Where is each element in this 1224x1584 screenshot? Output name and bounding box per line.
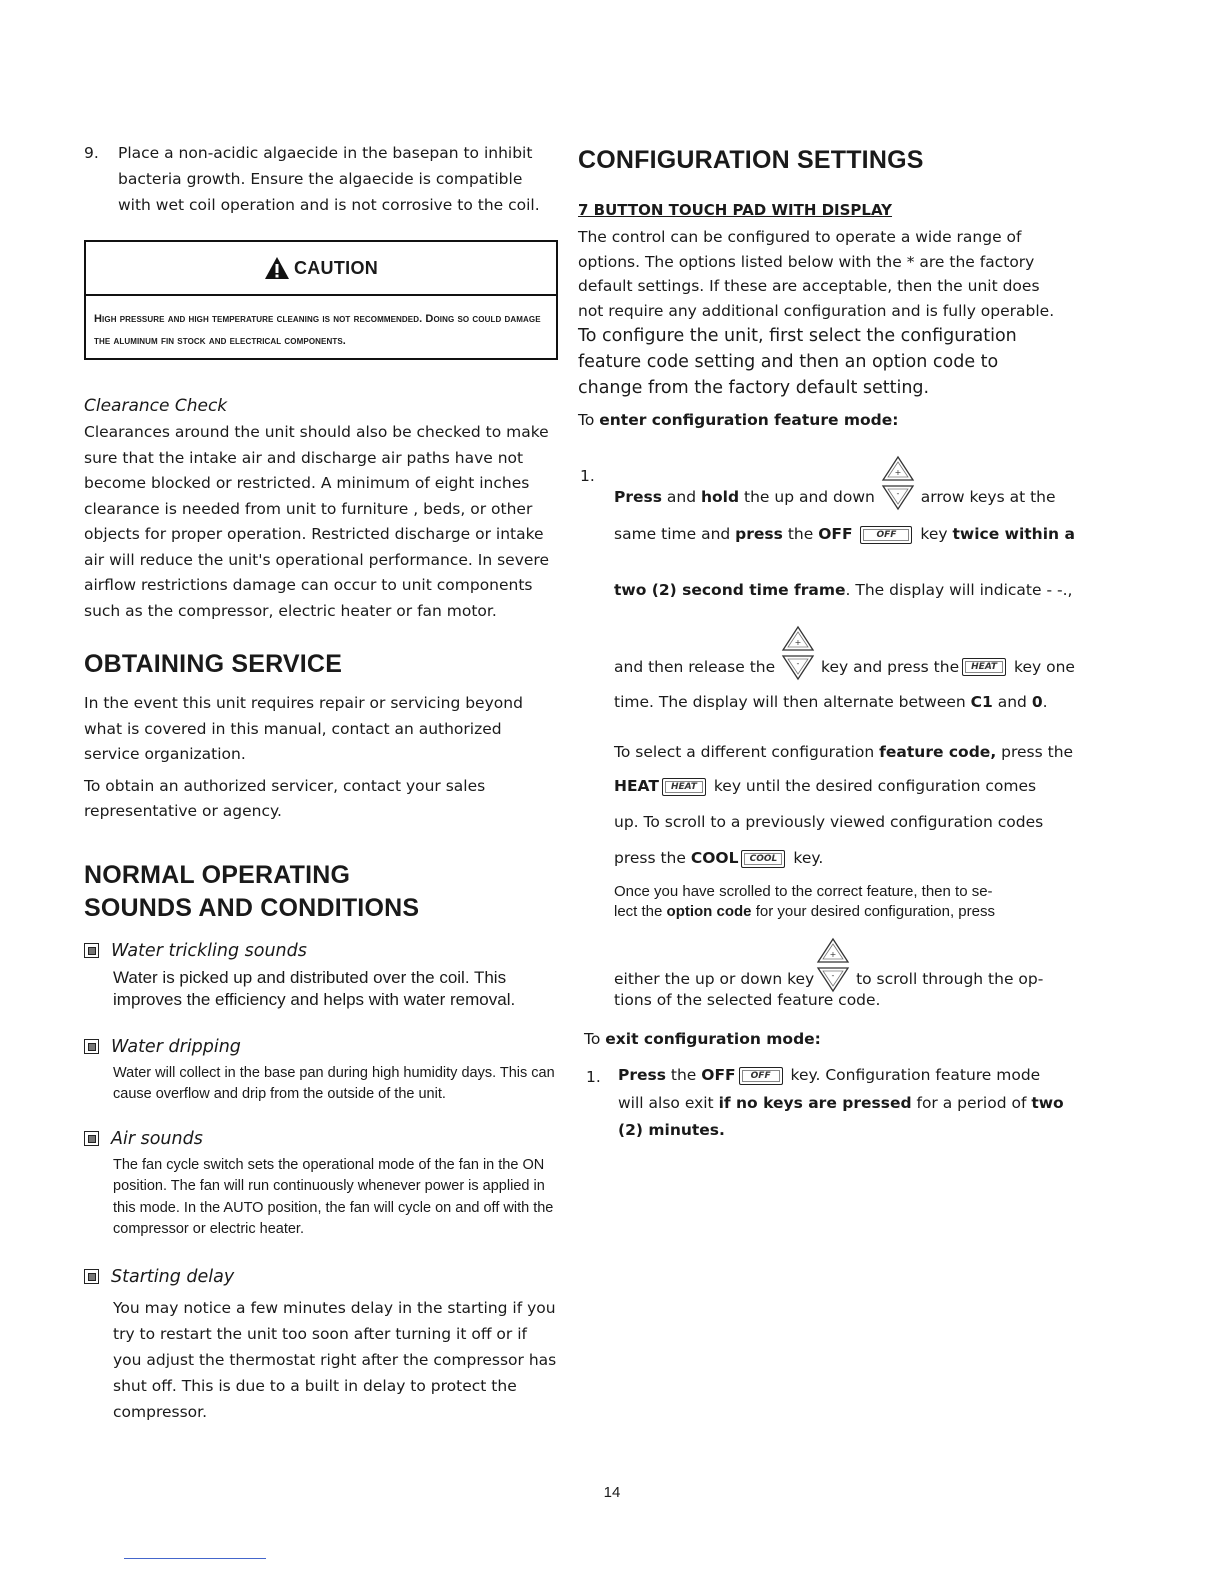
text-time-frame: two (2) second time frame [614,581,846,599]
sound-title: Water dripping [111,1036,241,1057]
step-line-13: tions of the selected feature code. [614,991,881,1009]
text-the: the [665,1066,702,1084]
sound-item-water-trickling [84,937,560,1011]
text-press-the: press the [996,743,1074,761]
text-key-one: key one [1009,657,1075,676]
text-alternate: time. The display will then alternate between [614,693,971,711]
text-two-minutes: (2) minutes. [618,1121,725,1139]
enter-head-prefix: To [578,411,600,429]
step-number: 1. [586,1068,601,1086]
text-two: two [1031,1094,1064,1112]
clearance-title: Clearance Check [84,396,228,416]
exit-line-3 [618,1121,725,1139]
sound-title: Water trickling sounds [111,940,307,961]
step-line-12 [614,923,1044,988]
step-line-9 [614,849,823,868]
checkbox-bullet-icon [84,1269,99,1284]
checkbox-bullet-icon [84,943,99,958]
text-hold: hold [700,487,740,506]
footer-rule [124,1558,266,1559]
enter-mode-heading [578,411,1058,429]
step-line-4 [614,609,1075,676]
sound-title: Air sounds [111,1128,203,1149]
text-key: key [915,525,953,543]
text-the: the [782,525,819,543]
text-feature-code: feature code, [879,743,997,761]
exit-mode-heading [584,1030,821,1048]
text-and: and [992,693,1032,711]
step-line-5 [614,693,1048,711]
exit-line-1 [618,1066,1040,1085]
caution-title: CAUTION [293,257,379,278]
text-off: OFF [701,1066,736,1084]
text-and: and [661,487,701,506]
svg-text:-: - [796,659,800,668]
svg-text:+: + [829,950,837,959]
step-line-3 [614,581,1072,599]
text-will-exit: will also exit [618,1094,719,1112]
exit-steps [578,1066,1064,1156]
sound-text: The fan cycle switch sets the operational mode of the fan in the ON position. The fan will run continuously whenever power is applied in this mode. In the AUTO position, the fan will cycle on and off with the compressor or electric heater. [113,1156,554,1237]
normal-sounds-heading [84,859,560,925]
text-config-mode: key. Configuration feature mode [785,1066,1041,1084]
sound-item-water-dripping [84,1033,560,1105]
heat-key-icon: HEAT [662,778,706,796]
up-down-arrow-icon [815,935,851,995]
text-c1: C1 [970,693,993,711]
off-key-icon: OFF [739,1067,783,1085]
caution-text: High pressure and high temperature cleaning is not recommended. Doing so could damage the aluminum fin stock and electrical components. [94,313,541,347]
config-intro-small: The control can be configured to operate a wide range of options. The options listed below with the * are the factory default settings. If these are acceptable, then the unit does not require any additional configuration and is fully operable. [578,228,1055,320]
config-subheading: 7 BUTTON TOUCH PAD WITH DISPLAY [578,201,893,219]
text-press: Press [614,487,662,506]
sound-text: You may notice a few minutes delay in the starting if you try to restart the unit too soon after turning it off or if you adjust the thermostat right after the compressor has shut off. This is due to a built in delay to protect the compressor. [113,1298,557,1421]
sound-item-air-sounds [84,1125,560,1241]
text-updown: the up and down [739,487,875,506]
step-line-10: Once you have scrolled to the correct feature, then to se- [614,883,993,900]
text-either-key: either the up or down key [614,969,815,988]
right-column [578,140,1075,1139]
service-paragraph-2: To obtain an authorized servicer, contact your sales representative or agency. [84,776,486,820]
exit-head-prefix: To [584,1030,606,1048]
step-line-1 [614,429,1056,506]
text-cool: COOL [690,849,739,867]
text-zero: 0 [1031,693,1043,711]
svg-text:+: + [894,468,902,477]
page-number: 14 [603,1484,621,1501]
text-press: press [735,525,783,543]
text-desired-config: for your desired configuration, press [751,903,995,920]
svg-text:-: - [831,971,835,980]
text-period: . [1042,693,1048,711]
caution-header [86,242,556,296]
text-lect-the: lect the [614,903,667,920]
caution-box [84,240,558,360]
sound-title: Starting delay [111,1266,235,1287]
text-display-indicate: . The display will indicate - -., [845,581,1073,599]
text-sametime: same time and [614,525,736,543]
text-arrow-keys: arrow keys at the [915,487,1056,506]
sound-text: Water will collect in the base pan during high humidity days. This can cause overflow and drip from the outside of the unit. [113,1064,555,1102]
text-until-desired: key until the desired configuration comes [708,777,1037,795]
sound-item-starting-delay [84,1263,560,1425]
step-number: 1. [580,467,595,485]
normal-heading-line-1: NORMAL OPERATING [84,860,351,889]
step-9-text: Place a non-acidic algaecide in the basepan to inhibit bacteria growth. Ensure the algaecide is compatible with wet coil operation and is not corrosive to the coil. [118,144,540,214]
text-off: OFF [818,525,853,543]
up-down-arrow-icon [780,623,816,683]
checkbox-bullet-icon [84,1039,99,1054]
clearance-text: Clearances around the unit should also be checked to make sure that the intake air and discharge air paths have not become blocked or restricted. A minimum of eight inches clearance is needed from unit to furniture , beds, or other objects for proper operation. Restricted discharge or intake air will reduce the unit's operational performance. In severe airflow restrictions damage can occur to unit components such as the compressor, electric heater or fan motor. [84,423,549,620]
enter-head-bold: enter configuration feature mode: [599,411,899,429]
cool-key-icon: COOL [741,850,785,868]
warning-icon [264,256,290,280]
service-heading: OBTAINING SERVICE [84,650,343,678]
text-heat: HEAT [614,777,659,795]
heat-key-icon: HEAT [962,658,1006,676]
step-number: 9. [84,144,99,162]
text-release: and then release the [614,657,776,676]
step-line-7 [614,777,1036,796]
step-line-11 [614,903,995,920]
step-9 [84,140,560,218]
config-heading: CONFIGURATION SETTINGS [578,146,924,174]
up-down-arrow-icon [880,453,916,513]
normal-heading-line-2: SOUNDS AND CONDITIONS [84,893,420,922]
enter-steps [578,429,1075,1049]
step-line-6 [614,743,1073,761]
step-line-2 [614,525,1075,544]
text-key: key. [788,849,824,867]
exit-head-bold: exit configuration mode: [605,1030,821,1048]
text-press: Press [618,1066,666,1084]
text-no-keys: if no keys are pressed [718,1094,912,1112]
off-key-icon: OFF [860,526,912,544]
text-press-the: press the [614,849,691,867]
text-option-code: option code [666,903,752,920]
svg-text:+: + [794,638,802,647]
text-period-of: for a period of [911,1094,1032,1112]
text-press-the: key and press the [816,657,960,676]
sound-text: Water is picked up and distributed over the coil. This improves the efficiency and helps with water removal. [113,967,516,1009]
svg-text:-: - [896,489,900,498]
text-scroll-through: to scroll through the op- [851,969,1044,988]
step-line-8: up. To scroll to a previously viewed configuration codes [614,813,1044,831]
service-paragraph-1: In the event this unit requires repair or servicing beyond what is covered in this manual, contact an authorized service organization. [84,694,523,763]
exit-line-2 [618,1094,1064,1112]
config-intro-large: To configure the unit, first select the configuration feature code setting and then an option code to change from the factory default setting. [578,326,1017,398]
checkbox-bullet-icon [84,1131,99,1146]
text-select-different: To select a different configuration [614,743,880,761]
text-twice: twice within a [952,525,1075,543]
left-column [84,140,560,1425]
config-intro [578,225,1058,401]
